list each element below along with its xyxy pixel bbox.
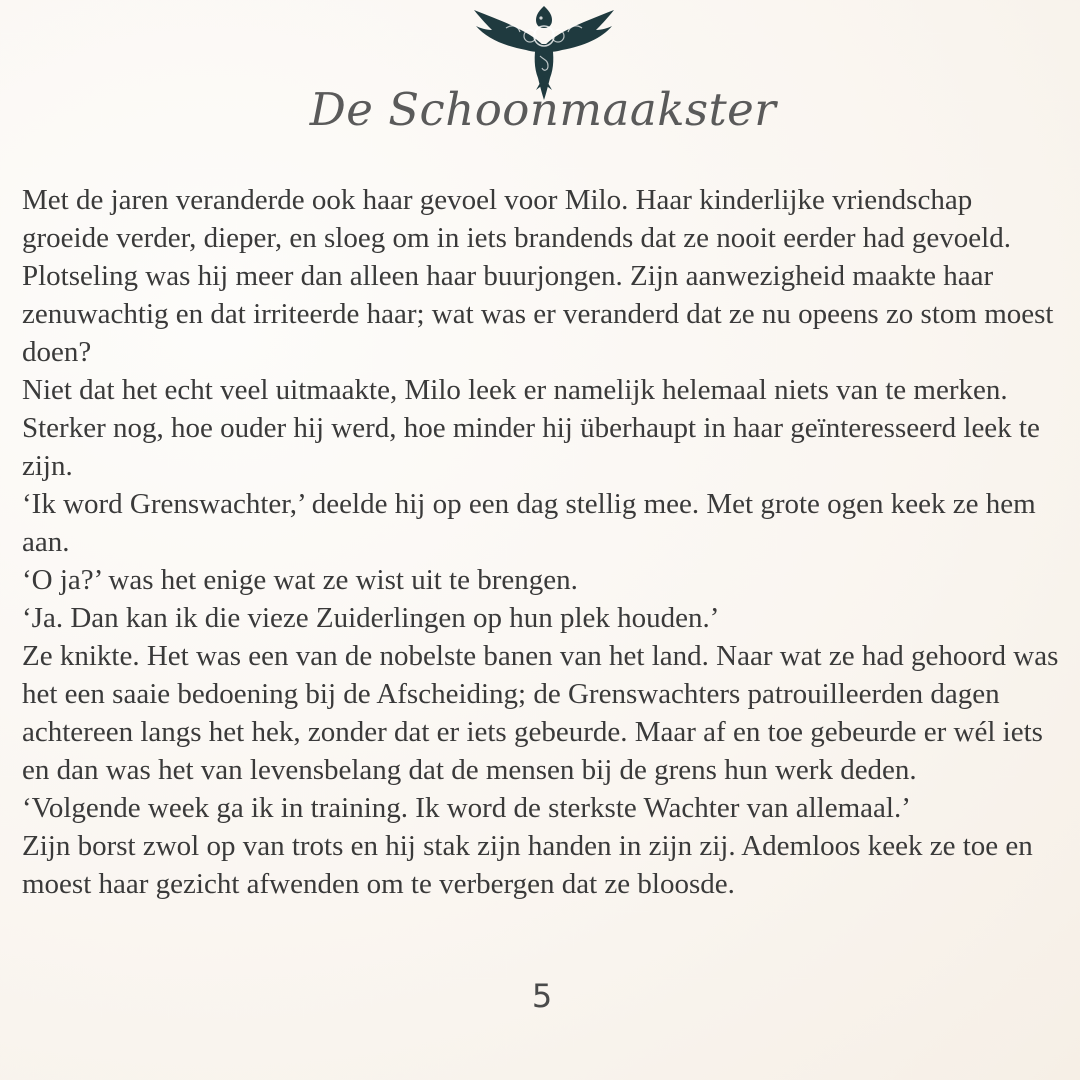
paragraph: ‘Ik word Grenswachter,’ deelde hij op een dag stellig mee. Met grote ogen keek ze hem aan. (22, 488, 1036, 558)
page-number: 5 (531, 977, 553, 1015)
paragraph: ‘O ja?’ was het enige wat ze wist uit te brengen. (22, 564, 578, 596)
page-header (0, 0, 1080, 140)
paragraph: Niet dat het echt veel uitmaakte, Milo leek er namelijk helemaal niets van te merken. Sterker nog, hoe ouder hij werd, hoe minder hij überhaupt in haar geïnteresseerd leek te zijn. (22, 374, 1040, 482)
paragraph: Zijn borst zwol op van trots en hij stak zijn handen in zijn zij. Ademloos keek ze toe en moest haar gezicht afwenden om te verbergen dat ze bloosde. (22, 830, 1033, 900)
paragraph: ‘Ja. Dan kan ik die vieze Zuiderlingen op hun plek houden.’ (22, 602, 720, 634)
book-title: De Schoonmaakster (309, 83, 777, 136)
paragraph: Ze knikte. Het was een van de nobelste banen van het land. Naar wat ze had gehoord was het een saaie bedoening bij de Afscheiding; de Grenswachters patrouilleerden dagen achtereen langs het hek, zonder dat er iets gebeurde. Maar af en toe gebeurde er wél iets en dan was het van levensbelang dat de mensen bij de grens hun werk deden. (22, 640, 1059, 786)
body-text (22, 181, 1062, 903)
paragraph: ‘Volgende week ga ik in training. Ik word de sterkste Wachter van allemaal.’ (22, 792, 911, 824)
paragraph: Met de jaren veranderde ook haar gevoel voor Milo. Haar kinderlijke vriendschap groeide verder, dieper, en sloeg om in iets brandends dat ze nooit eerder had gevoeld. Plotseling was hij meer dan alleen haar buurjongen. Zijn aanwezigheid maakte haar zenuwachtig en dat irriteerde haar; wat was er veranderd dat ze nu opeens zo stom moest doen? (22, 184, 1054, 368)
